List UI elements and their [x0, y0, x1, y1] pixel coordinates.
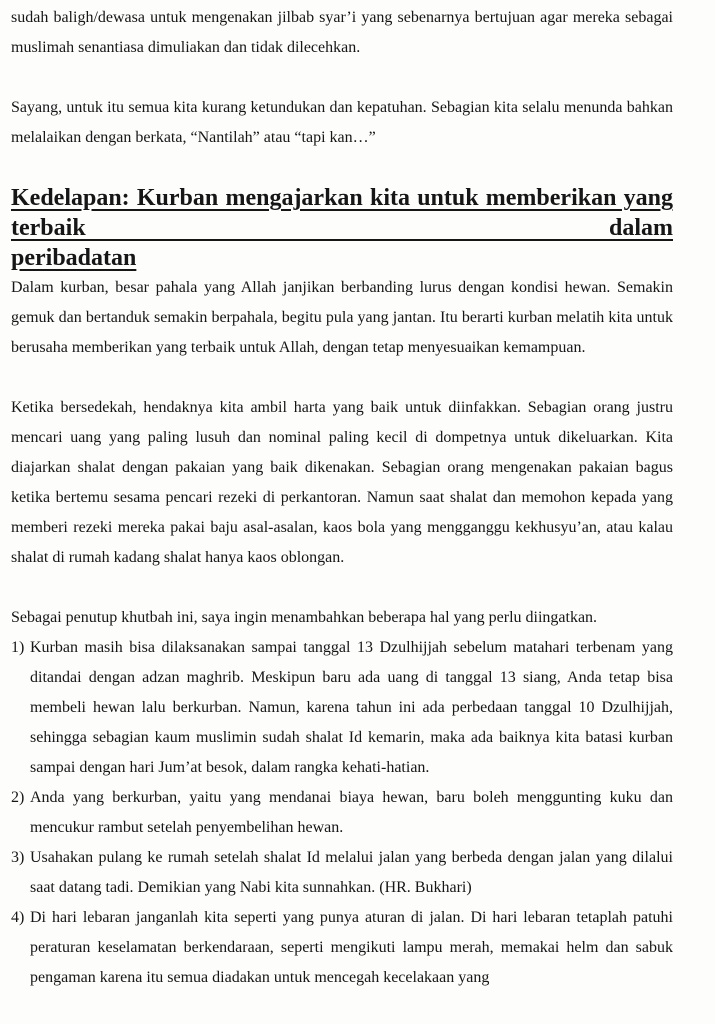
list-item-4: [11, 903, 673, 993]
list-item-1-text: Kurban masih bisa dilaksanakan sampai tanggal 13 Dzulhijjah sebelum matahari terbenam yang ditandai dengan adzan maghrib. Meskipun baru ada uang di tanggal 13 siang, Anda tetap bisa membeli hewan lalu berkurban. Namun, karena tahun ini ada perbedaan tanggal 10 Dzulhijjah, sehingga sebagian kaum muslimin sudah shalat Id kemarin, maka ada baiknya kita batasi kurban sampai dengan hari Jum’at besok, dalam rangka kehati-hatian.: [30, 639, 673, 776]
paragraph-penutup: Sebagai penutup khutbah ini, saya ingin menambahkan beberapa hal yang perlu diingatkan.: [11, 609, 598, 626]
list-item-2-text: Anda yang berkurban, yaitu yang mendanai biaya hewan, baru boleh menggunting kuku dan mencukur rambut setelah penyembelihan hewan.: [30, 789, 673, 836]
section-heading-line2: peribadatan: [11, 245, 137, 271]
list-item-1-marker: 1): [11, 639, 25, 656]
paragraph-dalam-kurban: Dalam kurban, besar pahala yang Allah janjikan berbanding lurus dengan kondisi hewan. Semakin gemuk dan bertanduk semakin berpahala, begitu pula yang jantan. Itu berarti kurban melatih kita untuk berusaha memberikan yang terbaik untuk Allah, dengan tetap menyesuaikan kemampuan.: [11, 279, 673, 356]
paragraph-continuation: sudah baligh/dewasa untuk mengenakan jilbab syar’i yang sebenarnya bertujuan agar mereka sebagai muslimah senantiasa dimuliakan dan tidak dilecehkan.: [11, 9, 673, 56]
list-item-2-marker: 2): [11, 789, 25, 806]
list-item-1: [11, 633, 673, 783]
paragraph-sayang: Sayang, untuk itu semua kita kurang ketundukan dan kepatuhan. Sebagian kita selalu menunda bahkan melalaikan dengan berkata, “Nantilah” atau “tapi kan…”: [11, 99, 673, 146]
numbered-list: [11, 633, 673, 993]
list-item-4-text: Di hari lebaran janganlah kita seperti yang punya aturan di jalan. Di hari lebaran tetaplah patuhi peraturan keselamatan berkendaraan, seperti mengikuti lampu merah, memakai helm dan sabuk pengaman karena itu semua diadakan untuk mencegah kecelakaan yang: [30, 909, 673, 986]
section-heading-kedelapan: [11, 183, 673, 273]
section-heading-line1: Kedelapan: Kurban mengajarkan kita untuk memberikan yang terbaik dalam: [11, 185, 673, 241]
list-item-3-marker: 3): [11, 849, 25, 866]
list-item-2: [11, 783, 673, 843]
list-item-3: [11, 843, 673, 903]
list-item-3-text: Usahakan pulang ke rumah setelah shalat Id melalui jalan yang berbeda dengan jalan yang dilalui saat datang tadi. Demikian yang Nabi kita sunnahkan. (HR. Bukhari): [30, 849, 673, 896]
list-item-4-marker: 4): [11, 909, 25, 926]
paragraph-ketika-bersedekah: Ketika bersedekah, hendaknya kita ambil harta yang baik untuk diinfakkan. Sebagian orang justru mencari uang yang paling lusuh dan nominal paling kecil di dompetnya untuk dikeluarkan. Kita diajarkan shalat dengan pakaian yang baik dikenakan. Sebagian orang mengenakan pakaian bagus ketika bertemu sesama pencari rezeki di perkantoran. Namun saat shalat dan memohon kepada yang memberi rezeki mereka pakai baju asal-asalan, kaos bola yang mengganggu kekhusyu’an, atau kalau shalat di rumah kadang shalat hanya kaos oblongan.: [11, 399, 673, 566]
